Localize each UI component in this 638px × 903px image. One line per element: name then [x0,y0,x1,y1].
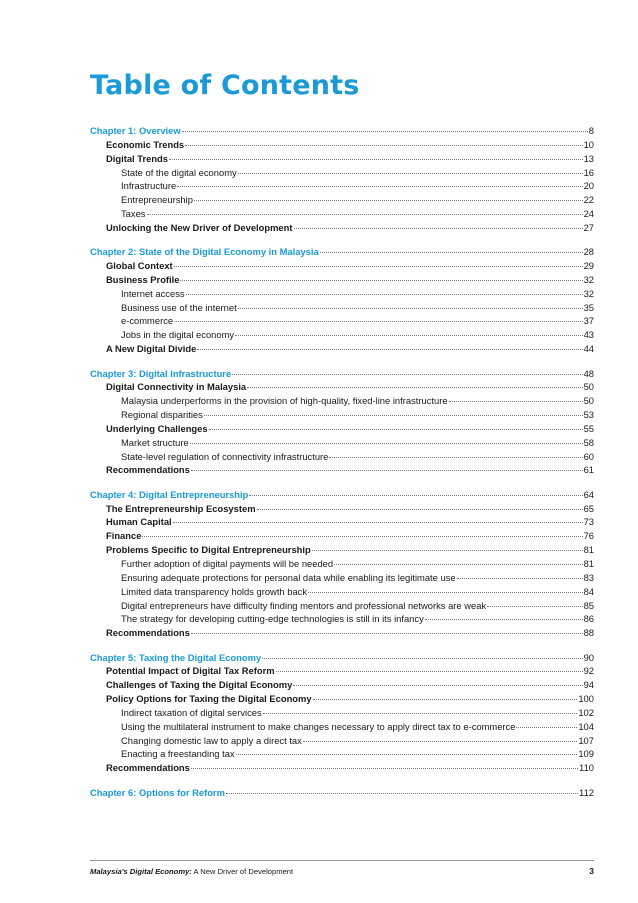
dot-leader [449,401,583,402]
footer-report-title [90,867,293,876]
toc-chapter-entry[interactable] [90,786,594,800]
toc-entry-label: Ensuring adequate protections for personal data while enabling its legitimate use [121,571,456,583]
toc-entry-label: Business Profile [106,273,180,285]
dot-leader [232,374,582,375]
toc-entry-page: 92 [583,665,594,677]
toc-entry-page: 100 [578,693,594,705]
section-gap [90,356,594,367]
toc-entry-page: 10 [583,138,594,150]
toc-entry-page: 53 [583,409,594,421]
section-gap [90,235,594,246]
toc-entry-label: Underlying Challenges [106,422,208,434]
toc-subsection-entry[interactable] [90,394,594,408]
toc-entry-page: 81 [583,544,594,556]
footer-divider [90,860,594,861]
toc-entry-page: 109 [578,748,594,760]
dot-leader [257,509,583,510]
toc-entry-page: 8 [588,125,594,136]
dot-leader [238,308,583,309]
toc-entry-page: 22 [583,194,594,206]
toc-entry-label: Chapter 4: Digital Entrepreneurship [90,488,249,500]
toc-entry-label: Recommendations [106,464,190,476]
dot-leader [235,335,582,336]
section-gap [90,775,594,786]
toc-entry-page: 86 [583,613,594,625]
dot-leader [334,564,582,565]
toc-entry-label: Policy Options for Taxing the Digital Economy [106,693,312,705]
toc-entry-label: Chapter 3: Digital Infrastructure [90,367,232,379]
dot-leader [262,658,582,659]
dot-leader [425,619,583,620]
toc-entry-page: 60 [583,450,594,462]
toc-entry-page: 84 [583,585,594,597]
dot-leader [226,793,578,794]
toc-section-entry[interactable] [90,529,594,543]
toc-entry-page: 110 [579,762,594,774]
dot-leader [249,495,582,496]
dot-leader [191,633,583,634]
footer-report-subtitle: A New Driver of Development [191,866,294,876]
dot-leader [174,321,582,322]
toc-entry-page: 44 [583,343,594,355]
toc-section-entry[interactable] [90,678,594,692]
toc-entry-label: Market structure [121,436,189,448]
toc-chapter-entry[interactable] [90,124,594,138]
toc-entry-label: Further adoption of digital payments will be needed [121,557,334,569]
toc-entry-label: Business use of the internet [121,301,237,313]
toc-subsection-entry[interactable] [90,747,594,761]
toc-subsection-entry[interactable] [90,179,594,193]
toc-entry-page: 88 [583,627,594,639]
toc-entry-label: Digital Connectivity in Malaysia [106,381,247,393]
toc-entry-page: 16 [583,166,594,178]
toc-section-entry[interactable] [90,502,594,516]
dot-leader [247,387,582,388]
toc-entry-page: 27 [583,221,594,233]
toc-entry-page: 81 [583,557,594,569]
toc-section-entry[interactable] [90,692,594,706]
dot-leader [457,578,583,579]
dot-leader [185,145,582,146]
toc-entry-label: Enacting a freestanding tax [121,748,235,760]
dot-leader [276,671,583,672]
dot-leader [197,349,582,350]
toc-entry-page: 29 [583,260,594,272]
toc-chapter-entry[interactable] [90,651,594,665]
toc-section-entry[interactable] [90,543,594,557]
toc-entry-page: 50 [583,381,594,393]
dot-leader [173,522,583,523]
toc-entry-label: Challenges of Taxing the Digital Economy [106,679,293,691]
toc-entry-label: Changing domestic law to apply a direct tax [121,734,302,746]
toc-subsection-entry[interactable] [90,328,594,342]
toc-entry-page: 104 [578,720,594,732]
toc-chapter-entry[interactable] [90,367,594,381]
toc-entry-page: 85 [583,599,594,611]
toc-entry-label: Potential Impact of Digital Tax Reform [106,665,275,677]
toc-entry-label: The Entrepreneurship Ecosystem [106,502,256,514]
dot-leader [180,280,582,281]
toc-entry-label: Internet access [121,287,185,299]
dot-leader [313,699,578,700]
toc-section-entry[interactable] [90,626,594,640]
dot-leader [329,457,582,458]
toc-section-entry[interactable] [90,761,594,775]
dot-leader [312,550,583,551]
toc-subsection-entry[interactable] [90,585,594,599]
toc-entry-label: State-level regulation of connectivity infrastructure [121,450,329,462]
toc-entry-page: 76 [583,530,594,542]
toc-entry-label: Jobs in the digital economy [121,329,235,341]
toc-section-entry[interactable] [90,259,594,273]
toc-subsection-entry[interactable] [90,571,594,585]
toc-entry-page: 94 [583,679,594,691]
toc-entry-page: 83 [583,571,594,583]
toc-entry-page: 32 [583,287,594,299]
toc-subsection-entry[interactable] [90,720,594,734]
toc-entry-label: Finance [106,530,142,542]
toc-subsection-entry[interactable] [90,612,594,626]
dot-leader [308,592,583,593]
dot-leader [293,685,582,686]
toc-section-entry[interactable] [90,515,594,529]
dot-leader [147,214,583,215]
toc-subsection-entry[interactable] [90,450,594,464]
toc-entry-page: 107 [578,734,594,746]
dot-leader [204,415,583,416]
toc-entry-label: Malaysia underperforms in the provision of high-quality, fixed-line infrastructure [121,395,448,407]
dot-leader [191,768,578,769]
toc-entry-page: 32 [583,273,594,285]
toc-entry-page: 102 [578,706,594,718]
dot-leader [303,741,578,742]
toc-entry-label: Entrepreneurship [121,194,193,206]
toc-section-entry[interactable] [90,664,594,678]
toc-entry-page: 37 [583,315,594,327]
toc-entry-label: Regional disparities [121,409,203,421]
toc-subsection-entry[interactable] [90,408,594,422]
toc-entry-page: 65 [583,502,594,514]
toc-subsection-entry[interactable] [90,599,594,613]
footer-report-name: Malaysia's Digital Economy: [90,866,192,876]
dot-leader [191,470,583,471]
toc-entry-page: 50 [583,395,594,407]
toc-entry-page: 55 [583,422,594,434]
dot-leader [238,173,583,174]
toc-entry-label: State of the digital economy [121,166,237,178]
toc-entry-page: 61 [583,464,594,476]
toc-subsection-entry[interactable] [90,166,594,180]
toc-entry-page: 58 [583,436,594,448]
dot-leader [263,713,578,714]
toc-entry-label: Recommendations [106,627,190,639]
footer-page-number: 3 [589,866,594,876]
toc-subsection-entry[interactable] [90,734,594,748]
toc-entry-page: 64 [583,488,594,500]
toc-entry-label: Using the multilateral instrument to make changes necessary to apply direct tax to e-commerce [121,720,516,732]
toc-entry-label: Recommendations [106,762,190,774]
toc-entry-page: 73 [583,516,594,528]
toc-subsection-entry[interactable] [90,706,594,720]
dot-leader [190,443,583,444]
toc-section-entry[interactable] [90,138,594,152]
toc-entry-label: Digital entrepreneurs have difficulty finding mentors and professional networks are weak [121,599,487,611]
dot-leader [516,727,577,728]
toc-entry-page: 20 [583,180,594,192]
page-footer [90,866,594,876]
toc-subsection-entry[interactable] [90,314,594,328]
toc-entry-label: e-commerce [121,315,174,327]
toc-entry-label: Chapter 5: Taxing the Digital Economy [90,651,262,663]
toc-chapter-entry[interactable] [90,245,594,259]
toc-entry-label: A New Digital Divide [106,343,197,355]
toc-section-entry[interactable] [90,422,594,436]
toc-entry-label: The strategy for developing cutting-edge technologies is still in its infancy [121,613,424,625]
toc-subsection-entry[interactable] [90,557,594,571]
dot-leader [177,186,582,187]
section-gap [90,477,594,488]
toc-section-entry[interactable] [90,463,594,477]
dot-leader [182,131,588,132]
toc-entry-label: Chapter 2: State of the Digital Economy in Malaysia [90,246,319,258]
toc-subsection-entry[interactable] [90,301,594,315]
dot-leader [186,294,583,295]
toc-subsection-entry[interactable] [90,193,594,207]
toc-entry-page: 48 [583,367,594,379]
table-of-contents [90,124,594,799]
toc-section-entry[interactable] [90,380,594,394]
toc-entry-page: 43 [583,329,594,341]
dot-leader [194,200,583,201]
toc-entry-label: Taxes [121,208,146,220]
toc-entry-label: Problems Specific to Digital Entrepreneurship [106,544,311,556]
toc-section-entry[interactable] [90,273,594,287]
section-gap [90,640,594,651]
dot-leader [320,252,583,253]
dot-leader [236,754,578,755]
dot-leader [169,159,583,160]
toc-section-entry[interactable] [90,152,594,166]
page-title: Table of Contents [90,70,360,101]
toc-entry-label: Unlocking the New Driver of Development [106,221,293,233]
toc-entry-page: 112 [579,786,594,798]
toc-entry-label: Digital Trends [106,152,168,164]
toc-entry-label: Limited data transparency holds growth back [121,585,308,597]
toc-entry-label: Human Capital [106,516,172,528]
toc-section-entry[interactable] [90,342,594,356]
toc-entry-label: Chapter 6: Options for Reform [90,786,225,798]
toc-section-entry[interactable] [90,221,594,235]
toc-subsection-entry[interactable] [90,207,594,221]
toc-entry-page: 28 [583,246,594,258]
toc-entry-label: Infrastructure [121,180,177,192]
toc-subsection-entry[interactable] [90,436,594,450]
dot-leader [209,429,583,430]
toc-entry-page: 13 [583,152,594,164]
dot-leader [142,536,582,537]
toc-subsection-entry[interactable] [90,287,594,301]
toc-entry-page: 90 [583,651,594,663]
dot-leader [487,606,582,607]
toc-entry-label: Global Context [106,260,173,272]
dot-leader [294,228,583,229]
toc-entry-page: 35 [583,301,594,313]
dot-leader [174,266,583,267]
toc-entry-label: Economic Trends [106,138,185,150]
toc-entry-page: 24 [583,208,594,220]
toc-entry-label: Indirect taxation of digital services [121,706,262,718]
toc-chapter-entry[interactable] [90,488,594,502]
toc-entry-label: Chapter 1: Overview [90,125,181,136]
